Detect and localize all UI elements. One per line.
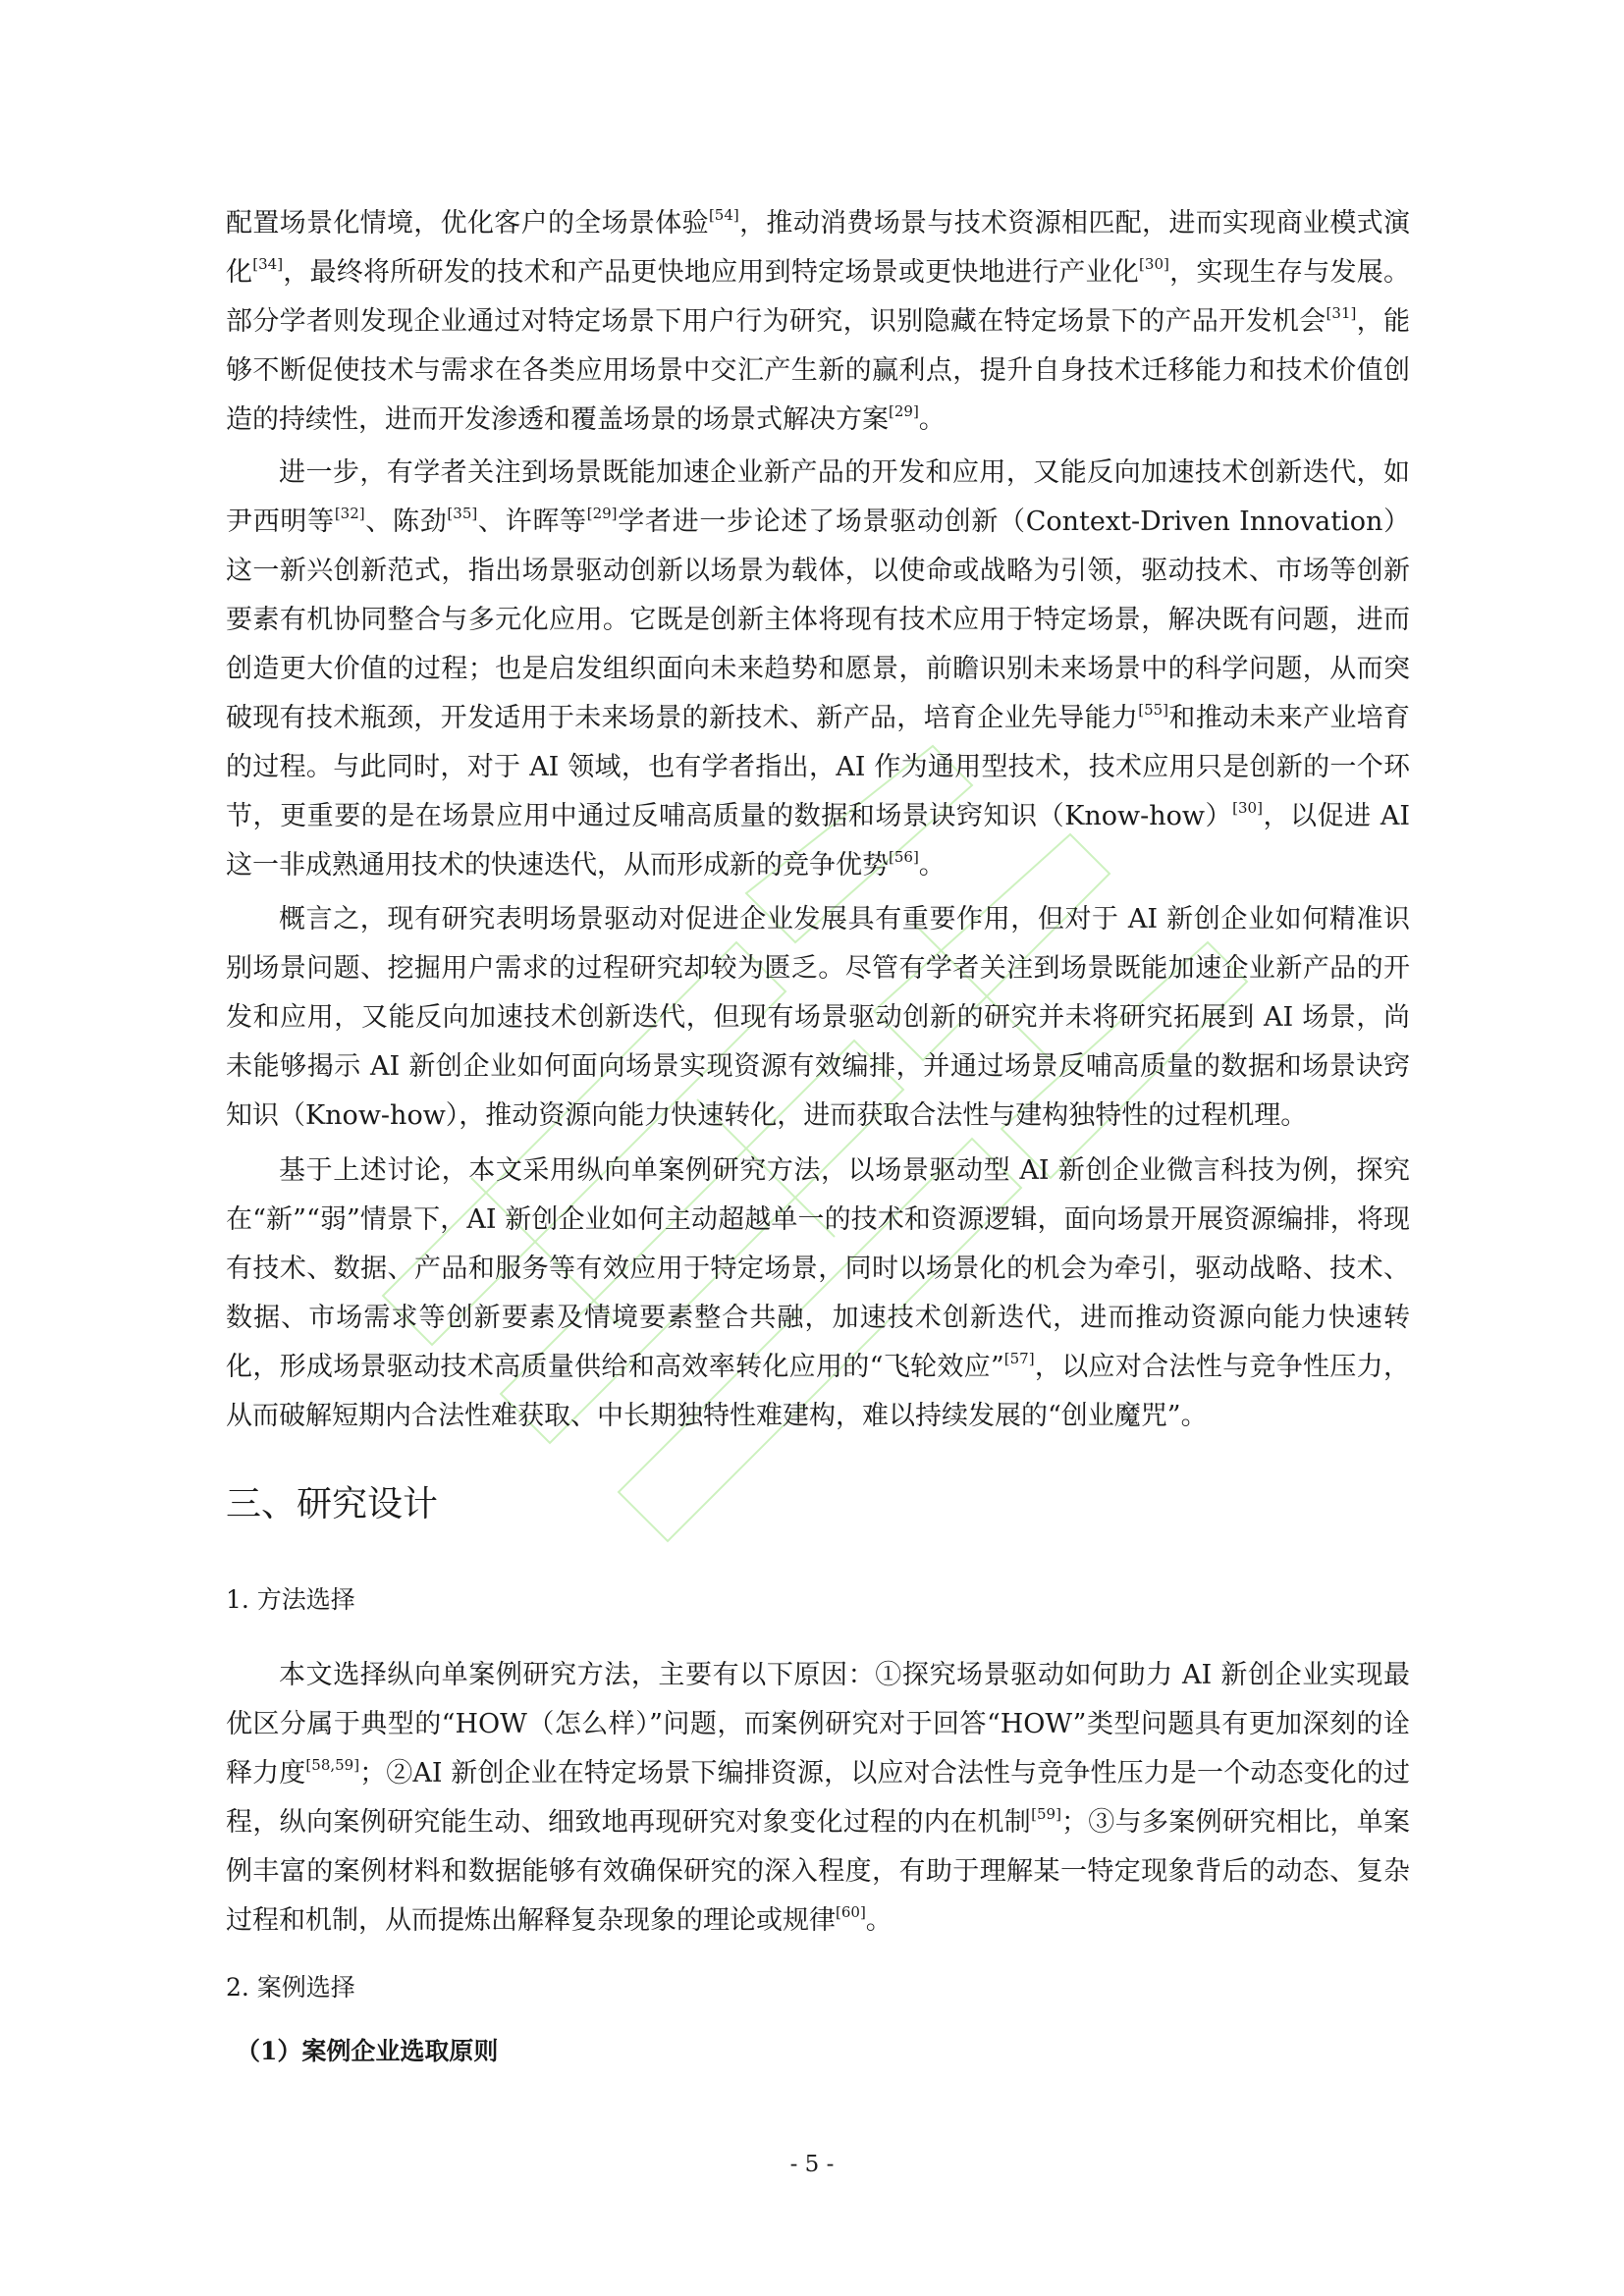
- paragraph-text: 进一步，有学者关注到场景既能加速企业新产品的开发和应用，又能反向加速技术创新迭代，如尹西明等: [226, 457, 1410, 537]
- paragraph-text: 。: [918, 850, 946, 881]
- citation-reference: [30]: [1139, 255, 1169, 273]
- citation-reference: [31]: [1326, 304, 1357, 322]
- paragraph-text: ，能够不断促使技术与需求在各类应用场景中交汇产生新的赢利点，提升自身技术迁移能力和技术价值创造的持续性，进而开发渗透和覆盖场景的场景式解决方案: [226, 306, 1411, 435]
- citation-reference: [35]: [447, 505, 478, 522]
- paragraph-text: ；③与多案例研究相比，单案例丰富的案例材料和数据能够有效确保研究的深入程度，有助于理解某一特定现象背后的动态、复杂过程和机制，从而提炼出解释复杂现象的理论或规律: [226, 1807, 1411, 1936]
- paragraph-text: 和推动未来产业培育的过程。与此同时，对于 AI 领域，也有学者指出，AI 作为通用型技术，技术应用只是创新的一个环节，更重要的是在场景应用中通过反哺高质量的数据和场景诀窍知识（Know-how）: [226, 703, 1411, 831]
- subheading-method-selection: 1. 方法选择: [226, 1585, 355, 1614]
- citation-reference: [58,59]: [305, 1756, 360, 1774]
- paragraph-text: ，以促进 AI 这一非成熟通用技术的快速迭代，从而形成新的竞争优势: [226, 801, 1410, 881]
- citation-reference: [59]: [1031, 1805, 1061, 1823]
- body-paragraph-1: [226, 199, 1410, 445]
- paragraph-text: ；②AI 新创企业在特定场景下编排资源，以应对合法性与竞争性压力是一个动态变化的过程，纵向案例研究能生动、细致地再现研究对象变化过程的内在机制: [226, 1758, 1411, 1838]
- body-paragraph-4: [226, 1147, 1410, 1441]
- paragraph-text: ，以应对合法性与竞争性压力，从而破解短期内合法性难获取、中长期独特性难建构，难以持续发展的“创业魔咒”。: [226, 1352, 1411, 1431]
- citation-reference: [32]: [334, 505, 365, 522]
- citation-reference: [29]: [889, 402, 919, 420]
- paragraph-text: 学者进一步论述了场景驱动创新（Context-Driven Innovation）这一新兴创新范式，指出场景驱动创新以场景为载体，以使命或战略为引领，驱动技术、市场等创新要素有机协同整合与多元化应用。它既是创新主体将现有技术应用于特定场景，解决既有问题，进而创造更大价值的过程；也是启发组织面向未来趋势和愿景，前瞻识别未来场景中的科学问题，从而突破现有技术瓶颈，开发适用于未来场景的新技术、新产品，培育企业先导能力: [226, 507, 1411, 733]
- citation-reference: [55]: [1138, 701, 1169, 719]
- subheading-case-selection: 2. 案例选择: [226, 1973, 355, 2002]
- paragraph-text: 。: [865, 1905, 893, 1936]
- body-paragraph-5: [226, 1651, 1410, 1946]
- paragraph-text: 、许晖等: [477, 507, 587, 537]
- citation-reference: [29]: [586, 505, 618, 522]
- page-number: - 5 -: [789, 2152, 835, 2177]
- subheading-case-principle: （1）案例企业选取原则: [236, 2037, 499, 2065]
- body-paragraph-3: [226, 895, 1410, 1141]
- paragraph-text: 本文选择纵向单案例研究方法，主要有以下原因：①探究场景驱动如何助力 AI 新创企业实现最优区分属于典型的“HOW（怎么样）”问题，而案例研究对于回答“HOW”类型问题具有更加深刻的诠释力度: [226, 1660, 1410, 1789]
- citation-reference: [60]: [836, 1903, 866, 1921]
- paragraph-text: 配置场景化情境，优化客户的全场景体验: [226, 208, 709, 239]
- citation-reference: [54]: [708, 206, 739, 224]
- paragraph-text: 基于上述讨论，本文采用纵向单案例研究方法，以场景驱动型 AI 新创企业微言科技为例，探究在“新”“弱”情景下，AI 新创企业如何主动超越单一的技术和资源逻辑，面向场景开展资源编排，将现有技术、数据、产品和服务等有效应用于特定场景，同时以场景化的机会为牵引，驱动战略、技术、数据、市场需求等创新要素及情境要素整合共融，加速技术创新迭代，进而推动资源向能力快速转化，形成场景驱动技术高质量供给和高效率转化应用的“飞轮效应”: [226, 1155, 1410, 1382]
- paragraph-text: ，最终将所研发的技术和产品更快地应用到特定场景或更快地进行产业化: [283, 257, 1140, 288]
- paragraph-text: 。: [918, 404, 946, 435]
- paragraph-text: 概言之，现有研究表明场景驱动对促进企业发展具有重要作用，但对于 AI 新创企业如何精准识别场景问题、挖掘用户需求的过程研究却较为匮乏。尽管有学者关注到场景既能加速企业新产品的开发和应用，又能反向加速技术创新迭代，但现有场景驱动创新的研究并未将研究拓展到 AI 场景，尚未能够揭示 AI 新创企业如何面向场景实现资源有效编排，并通过场景反哺高质量的数据和场景诀窍知识（Know-how），推动资源向能力快速转化，进而获取合法性与建构独特性的过程机理。: [226, 904, 1410, 1131]
- citation-reference: [56]: [889, 848, 919, 866]
- paragraph-text: 、陈劲: [364, 507, 448, 537]
- body-paragraph-2: [226, 449, 1410, 890]
- paragraph-text: ，实现生存与发展。部分学者则发现企业通过对特定场景下用户行为研究，识别隐藏在特定场景下的产品开发机会: [226, 257, 1411, 337]
- citation-reference: [57]: [1003, 1350, 1035, 1367]
- paragraph-text: ，推动消费场景与技术资源相匹配，进而实现商业模式演化: [226, 208, 1411, 288]
- section-heading: 三、研究设计: [226, 1484, 439, 1524]
- citation-reference: [34]: [252, 255, 284, 273]
- citation-reference: [30]: [1232, 799, 1263, 817]
